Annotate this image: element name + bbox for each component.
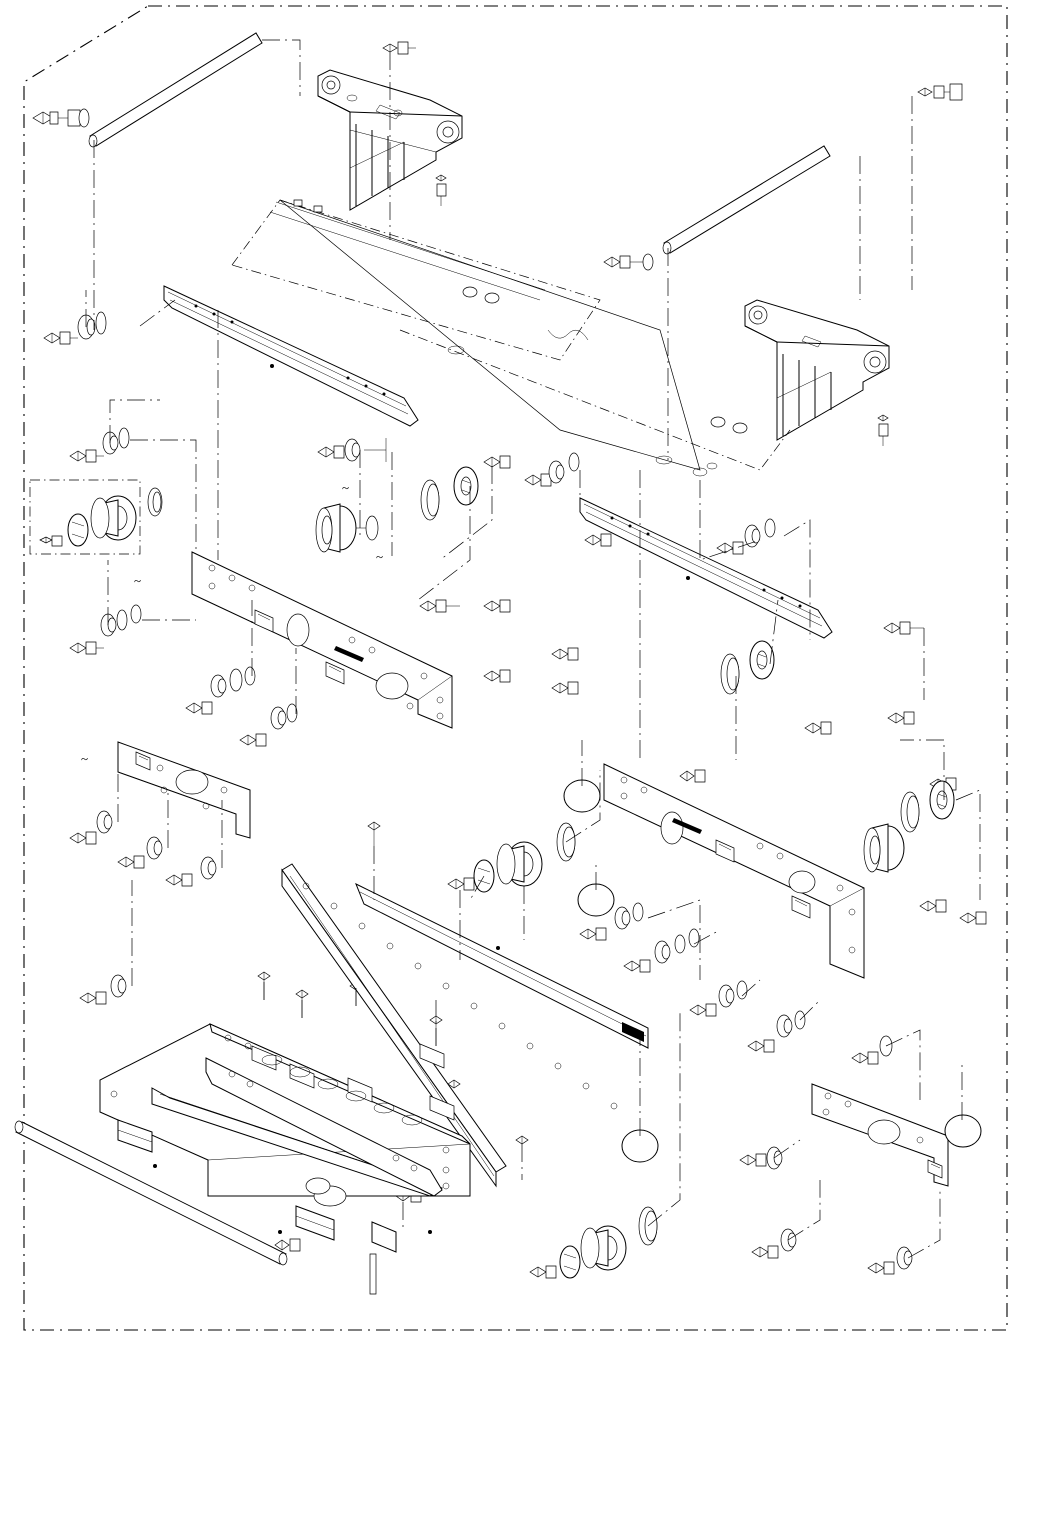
bolt	[552, 648, 578, 660]
bolt	[516, 1136, 528, 1144]
bearing-hub	[316, 504, 378, 552]
bolt	[368, 822, 380, 846]
bolt	[960, 912, 986, 924]
upper-right-bracket	[745, 300, 889, 440]
bolt	[530, 1266, 556, 1278]
upper-left-shaft	[89, 33, 262, 147]
svg-text:~: ~	[342, 480, 350, 495]
bolt	[318, 438, 386, 462]
bearing-hub	[864, 781, 954, 872]
bolt	[805, 722, 831, 734]
bolt	[888, 712, 914, 724]
bolt	[420, 600, 460, 612]
bolt	[118, 837, 162, 868]
bearing-hub	[30, 480, 162, 554]
upper-right-shaft	[663, 146, 830, 254]
bolt	[484, 670, 510, 682]
washer	[79, 109, 89, 127]
bolt	[748, 1011, 805, 1052]
bearing-hub	[560, 1207, 657, 1278]
bolt	[740, 1147, 782, 1169]
chassis-ghost-outline	[232, 200, 790, 476]
bolt	[240, 704, 297, 746]
bolt	[884, 622, 924, 634]
bolt	[80, 975, 126, 1004]
bolt	[70, 811, 112, 844]
bolt	[852, 1036, 892, 1064]
bolt	[920, 900, 946, 912]
bolt	[525, 453, 579, 486]
bolt	[604, 254, 653, 270]
right-side-panel	[604, 764, 864, 978]
bolt	[552, 682, 578, 694]
bolt	[186, 667, 255, 714]
bolt	[680, 770, 705, 782]
lower-right-plate	[812, 1084, 981, 1186]
left-small-plate	[118, 742, 250, 838]
bolt	[70, 428, 129, 462]
bolt	[752, 1229, 796, 1258]
bolt	[436, 175, 446, 206]
bolt	[33, 110, 80, 126]
left-guide-rail	[164, 286, 418, 426]
lower-manifold-plate	[15, 1024, 470, 1294]
bolt	[484, 456, 510, 468]
svg-text:~: ~	[376, 549, 384, 564]
bolt	[484, 600, 510, 612]
bolt	[717, 519, 775, 554]
left-side-panel	[192, 552, 452, 728]
bolt	[868, 1247, 912, 1274]
bolt	[70, 605, 141, 654]
bolt	[44, 312, 106, 344]
svg-text:~: ~	[81, 751, 89, 766]
bolt	[275, 1239, 300, 1251]
bolt	[383, 42, 416, 54]
bolt	[878, 415, 888, 446]
bearing-hub	[474, 823, 575, 892]
bolt	[585, 534, 611, 546]
right-guide-rail	[580, 498, 832, 638]
bolt	[166, 857, 216, 886]
bolt	[624, 929, 699, 972]
svg-text:~: ~	[134, 573, 142, 588]
bolt	[690, 981, 747, 1016]
bolt	[448, 878, 474, 890]
bolt	[918, 84, 962, 100]
